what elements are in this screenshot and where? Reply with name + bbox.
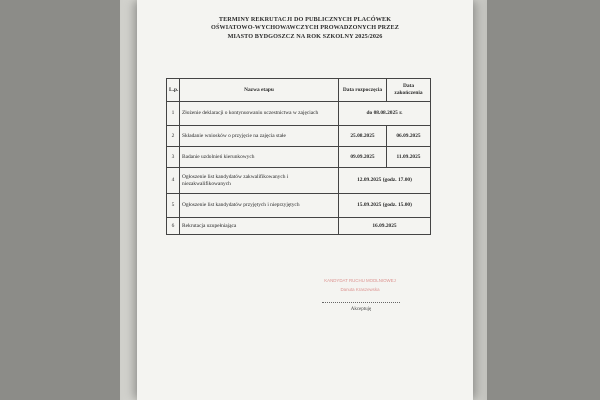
row-date-range: 15.09.2025 (godz. 15.00) — [339, 194, 431, 218]
page-edge-right — [473, 0, 487, 400]
table-row — [167, 168, 431, 194]
table-row — [167, 102, 431, 126]
row-start-date: 25.08.2025 — [339, 126, 387, 147]
table-row — [167, 218, 431, 235]
signature-stamp — [305, 276, 415, 294]
row-lp: 4 — [167, 168, 180, 194]
row-stage-name: Rekrutacja uzupełniająca — [180, 218, 339, 235]
row-end-date: 11.09.2025 — [387, 147, 431, 168]
row-lp: 1 — [167, 102, 180, 126]
row-stage-name: Ogłoszenie list kandydatów przyjętych i nieprzyjętych — [180, 194, 339, 218]
page-edge-left — [120, 0, 137, 400]
title-line-3: MIASTO BYDGOSZCZ NA ROK SZKOLNY 2025/2026 — [227, 32, 383, 40]
row-stage-name: Badanie uzdolnień kierunkowych — [180, 147, 339, 168]
title-line-2: OŚWIATOWO-WYCHOWAWCZYCH PROWADZONYCH PRZEZ — [211, 24, 399, 32]
stamp-line-2: Danuta Kraszewska — [340, 287, 380, 292]
signature-line — [322, 302, 400, 303]
recruitment-schedule-table — [166, 78, 431, 235]
row-lp: 3 — [167, 147, 180, 168]
row-stage-name: Złożenie deklaracji o kontynuowaniu uczestnictwa w zajęciach — [180, 102, 339, 126]
row-date-range: do 08.08.2025 r. — [339, 102, 431, 126]
row-start-date: 09.09.2025 — [339, 147, 387, 168]
table-row — [167, 147, 431, 168]
row-lp: 2 — [167, 126, 180, 147]
row-stage-name: Składanie wniosków o przyjęcie na zajęcia stałe — [180, 126, 339, 147]
row-date-range: 12.09.2025 (godz. 17.00) — [339, 168, 431, 194]
title-line-1: TERMINY REKRUTACJI DO PUBLICZNYCH PLACÓWEK — [218, 16, 392, 23]
table-header-row — [167, 79, 431, 102]
document-page — [137, 0, 473, 400]
document-title — [137, 16, 473, 41]
table-row — [167, 126, 431, 147]
header-stage-name: Nazwa etapu — [180, 79, 339, 102]
row-stage-name: Ogłoszenie list kandydatów zakwalifikowanych i niezakwalifikowanych — [180, 168, 339, 194]
row-lp: 6 — [167, 218, 180, 235]
row-end-date: 06.09.2025 — [387, 126, 431, 147]
row-lp: 5 — [167, 194, 180, 218]
row-date-range: 16.09.2025 — [339, 218, 431, 235]
header-start-date: Data rozpoczęcia — [339, 79, 387, 102]
table-row — [167, 194, 431, 218]
stamp-line-1: KANDYDAT RUCHU MODLNIOWEJ — [324, 278, 396, 283]
header-lp: L.p. — [167, 79, 180, 102]
accept-label: Akceptuję — [350, 307, 372, 312]
header-end-date: Data zakończenia — [387, 79, 431, 102]
